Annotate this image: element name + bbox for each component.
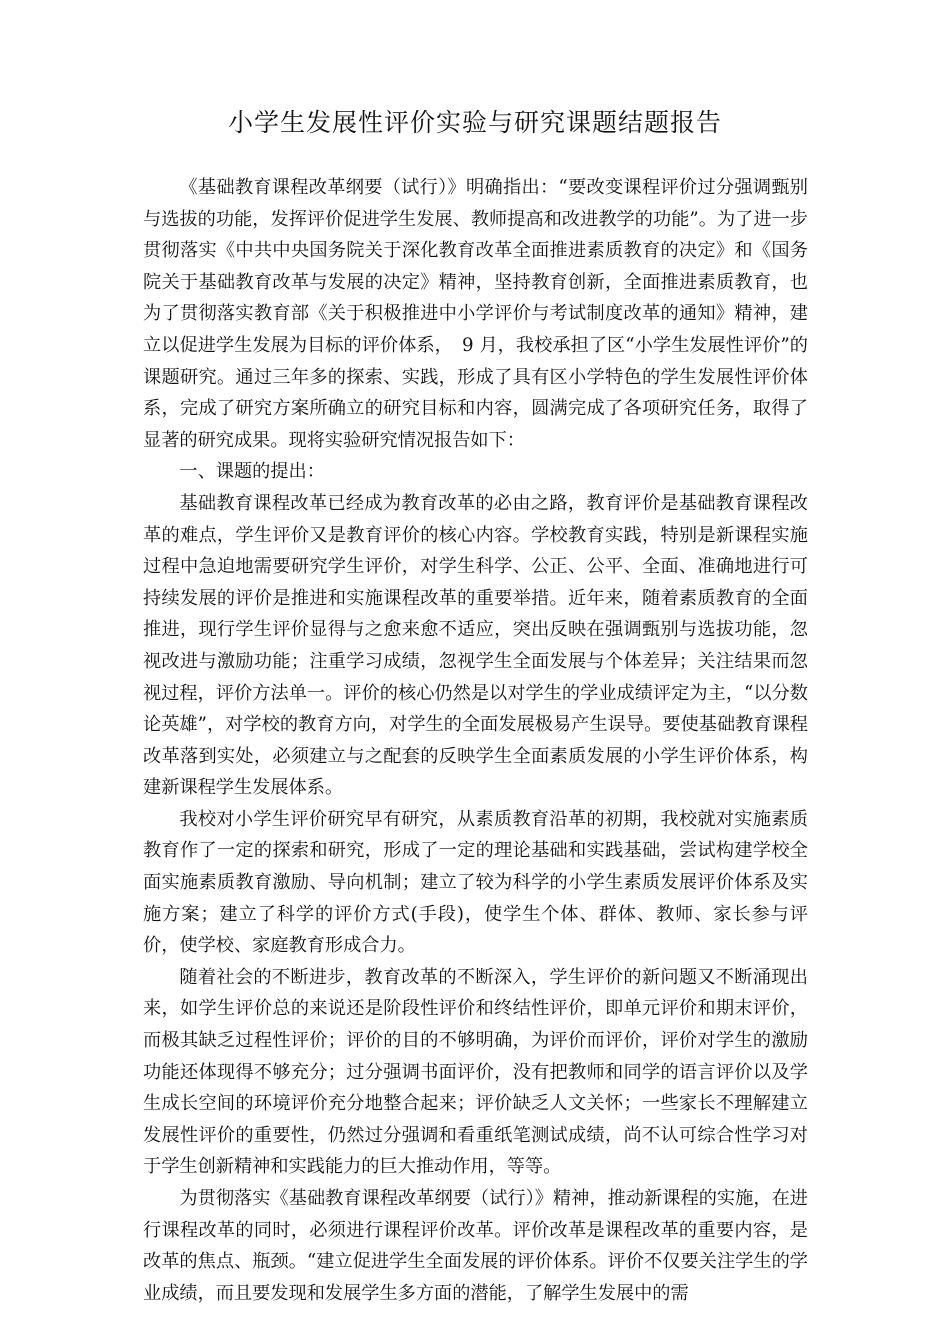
document-title: 小学生发展性评价实验与研究课题结题报告 bbox=[227, 108, 722, 137]
paragraph-problems: 随着社会的不断进步，教育改革的不断深入，学生评价的新问题又不断涌现出来，如学生评价总的来说还是阶段性评价和终结性评价，即单元评价和期末评价，而极其缺乏过程性评价；评价的目的不够明确，为评价而评价，评价对学生的激励功能还体现得不够充分；过分强调书面评价，没有把教师和同学的语言评价以及学生成长空间的环境评价充分地整合起来；评价缺乏人文关怀；一些家长不理解建立发展性评价的重要性，仍然过分强调和看重纸笔测试成绩，尚不认可综合性学习对于学生创新精神和实践能力的巨大推动作用，等等。 bbox=[143, 966, 808, 1178]
paragraph-prior-research: 我校对小学生评价研究早有研究，从素质教育沿革的初期，我校就对实施素质教育作了一定的探索和研究，形成了一定的理论基础和实践基础，尝试构建学校全面实施素质教育激励、导向机制；建立了较为科学的小学生素质发展评价体系及实施方案；建立了科学的评价方式(手段)，使学生个体、群体、教师、家长参与评价，使学校、家庭教育形成合力。 bbox=[143, 808, 808, 957]
paragraph-intro: 《基础教育课程改革纲要（试行）》明确指出：“要改变课程评价过分强调甄别与选拔的功能，发挥评价促进学生发展、教师提高和改进教学的功能”。为了进一步贯彻落实《中共中央国务院关于深化教育改革全面推进素质教育的决定》和《国务院关于基础教育改革与发展的决定》精神，坚持教育创新，全面推进素质教育，也为了贯彻落实教育部《关于积极推进中小学评价与考试制度改革的通知》精神，建立以促进学生发展为目标的评价体系， 9 月，我校承担了区“小学生发展性评价”的课题研究。通过三年多的探索、实践，形成了具有区小学特色的学生发展性评价体系，完成了研究方案所确立的研究目标和内容，圆满完成了各项研究任务，取得了显著的研究成果。现将实验研究情况报告如下： bbox=[143, 177, 808, 451]
paragraph-background: 基础教育课程改革已经成为教育改革的必由之路，教育评价是基础教育课程改革的难点，学生评价又是教育评价的核心内容。学校教育实践，特别是新课程实施过程中急迫地需要研究学生评价，对学生科学、公正、公平、全面、准确地进行可持续发展的评价是推进和实施课程改革的重要举措。近年来，随着素质教育的全面推进，现行学生评价显得与之愈来愈不适应，突出反映在强调甄别与选拔功能，忽视改进与激励功能；注重学习成绩，忽视学生全面发展与个体差异；关注结果而忽视过程，评价方法单一。评价的核心仍然是以对学生的学业成绩评定为主，“以分数论英雄”，对学校的教育方向，对学生的全面发展极易产生误导。要使基础教育课程改革落到实处，必须建立与之配套的反映学生全面素质发展的小学生评价体系，构建新课程学生发展体系。 bbox=[143, 492, 808, 799]
section-heading-1: 一、课题的提出： bbox=[179, 461, 325, 483]
paragraph-reform: 为贯彻落实《基础教育课程改革纲要（试行）》精神，推动新课程的实施，在进行课程改革的同时，必须进行课程评价改革。评价改革是课程改革的重要内容，是改革的焦点、瓶颈。“建立促进学生全面发展的评价体系。评价不仅要关注学生的学业成绩，而且要发现和发展学生多方面的潜能，了解学生发展中的需 bbox=[143, 1188, 808, 1304]
document-body bbox=[143, 172, 808, 1309]
